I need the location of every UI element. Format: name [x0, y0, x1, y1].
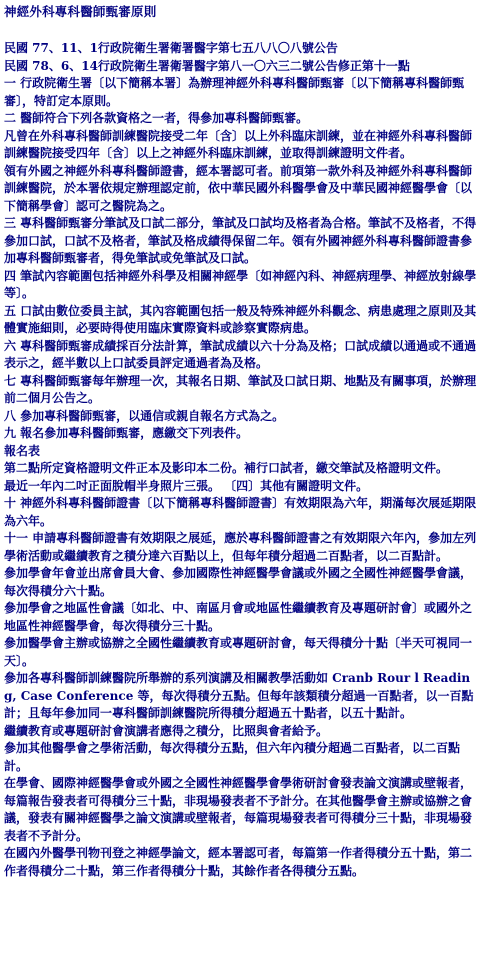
- rule-paragraph: 九 報名參加專科醫師甄審，應繳交下列表件。: [4, 426, 249, 440]
- announcement-line: 民國 77、11、1行政院衛生署衛署醫字第七五八八〇八號公告: [4, 41, 338, 55]
- announcement-line: 民國 78、6、14行政院衛生署衛署醫字第八一〇六三二號公告修正第十一點: [4, 58, 410, 73]
- rule-paragraph: 參加學會年會並出席會員大會、參加國際性神經醫學會議或外國之全國性神經醫學會議，每次得積分六十點。: [4, 566, 473, 598]
- rule-paragraph: 參加醫學會主辦或協辦之全國性繼續教育或專題研討會，每天得積分十點〔半天可視同一天〕。: [4, 636, 473, 668]
- rule-paragraph: 在學會、國際神經醫學會或外國之全國性神經醫學會學術研討會發表論文演講或壁報者，每篇報告發表者可得積分三十點，非現場發表者不予計分。在其他醫學會主辦或協辦之會議，發表有關神經醫學之論文演講或壁報者，每篇現場發表者可得積分三十點，非現場發表者不予計分。: [4, 776, 473, 843]
- rule-paragraph: 最近一年內二吋正面脫帽半身照片三張。 〔四〕其他有關證明文件。: [4, 478, 369, 493]
- spacer: [4, 21, 481, 40]
- rule-paragraph: 六 專科醫師甄審成績採百分法計算，筆試成績以六十分為及格；口試成績以通過或不通過表示之，經半數以上口試委員評定通過者為及格。: [4, 338, 477, 370]
- rule-paragraph: 四 筆試內容範圍包括神經外科學及相關神經學〔如神經內科、神經病理學、神經放射線學等〕。: [4, 268, 477, 300]
- rule-paragraph: 第二點所定資格證明文件正本及影印本二份。補行口試者，繳交筆試及格證明文件。: [4, 461, 449, 475]
- rule-paragraph: 凡曾在外科專科醫師訓練醫院接受二年〔含〕以上外科臨床訓練，並在神經外科專科醫師訓練醫院接受四年〔含〕以上之神經外科臨床訓練，並取得訓練證明文件者。: [4, 128, 473, 160]
- document-title: 神經外科專科醫師甄審原則: [4, 4, 157, 19]
- rule-paragraph: 五 口試由數位委員主試，其內容範圍包括一般及特殊神經外科觀念、病患處理之原則及其體實施細則，必要時得使用臨床實際資料或診察實際病患。: [4, 303, 477, 335]
- rule-paragraph: 八 參加專科醫師甄審，以通信或親自報名方式為之。: [4, 408, 285, 423]
- rule-paragraph: 一 行政院衛生署〔以下簡稱本署〕為辦理神經外科專科醫師甄審〔以下簡稱專科醫師甄審〕，特訂定本原則。: [4, 76, 465, 108]
- rule-paragraph: 參加其他醫學會之學術活動，每次得積分五點，但六年內積分超過二百點者，以二百點計。: [4, 741, 461, 773]
- rule-paragraph: 參加各專科醫師訓練醫院所舉辦的系列演講及相關教學活動如 Cranb Rour l Reading, Case Conference 等，每次得積分五點。但每年該類積分超過一百點者，以一百點計；且每年參加同一專科醫師訓練醫院所得積分超過五十點者，以五十點計。: [4, 671, 474, 720]
- rule-paragraph: 繼續教育或專題研討會演講者應得之積分，比照與會者給予。: [4, 723, 329, 738]
- rule-paragraph: 領有外國之神經外科專科醫師證書，經本署認可者。前項第一款外科及神經外科專科醫師訓練醫院，於本署依規定辦理認定前，依中華民國外科醫學會及中華民國神經醫學會〔以下簡稱學會〕認可之醫院為之。: [4, 163, 473, 213]
- rule-paragraph: 參加學會之地區性會議〔如北、中、南區月會或地區性繼續教育及專題研討會〕或國外之地區性神經醫學會，每次得積分三十點。: [4, 601, 473, 633]
- rule-paragraph: 報名表: [4, 443, 41, 458]
- rule-paragraph: 二 醫師符合下列各款資格之一者，得參加專科醫師甄審。: [4, 111, 309, 125]
- rule-paragraph: 十一 申請專科醫師證書有效期限之展延，應於專科醫師證書之有效期限六年內，參加左列學術活動或繼續教育之積分達六百點以上，但每年積分超過二百點者，以二百點計。: [4, 531, 477, 563]
- rule-paragraph: 三 專科醫師甄審分筆試及口試二部分，筆試及口試均及格者為合格。筆試不及格者，不得參加口試，口試不及格者，筆試及格成績得保留二年。領有外國神經外科專科醫師證書參加專科醫師甄審者，得免筆試或免筆試及口試。: [4, 216, 477, 265]
- rule-paragraph: 在國內外醫學刊物刊登之神經學論文，經本署認可者，每篇第一作者得積分五十點，第二作者得積分二十點，第三作者得積分十點，其餘作者各得積分五點。: [4, 846, 473, 878]
- rule-paragraph: 十 神經外科專科醫師證書〔以下簡稱專科醫師證書〕有效期限為六年，期滿每次展延期限為六年。: [4, 496, 477, 528]
- rule-paragraph: 七 專科醫師甄審每年辦理一次，其報名日期、筆試及口試日期、地點及有關事項，於辦理前二個月公告之。: [4, 373, 477, 405]
